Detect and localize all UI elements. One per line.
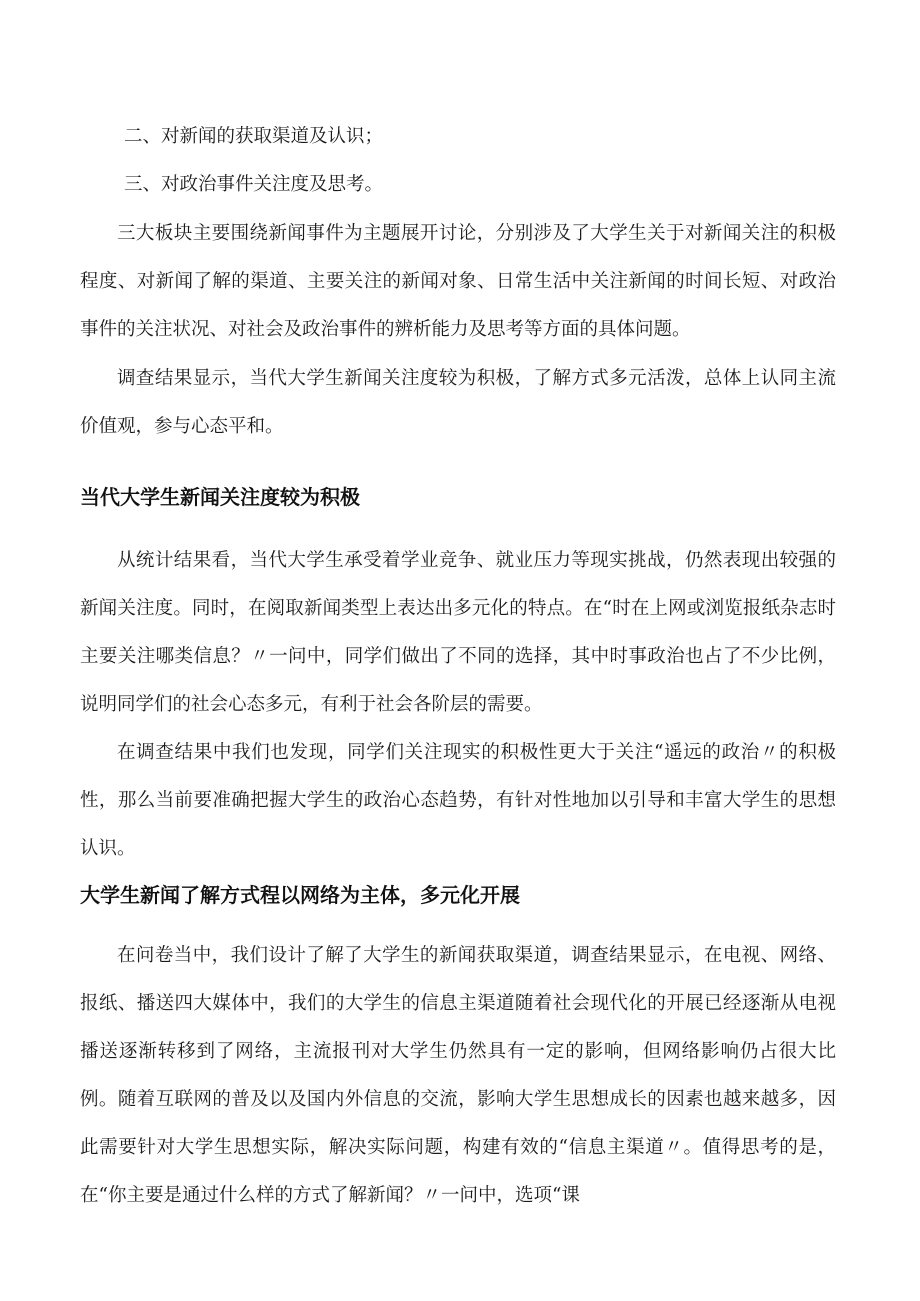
- section-heading-channels: 大学生新闻了解方式程以网络为主体，多元化开展: [80, 883, 520, 907]
- paragraph-findings: 在调查结果中我们也发现，同学们关注现实的积极性更大于关注“遥远的政治〃的积极性，那么当前要准确把握大学生的政治心态趋势，有针对性地加以引导和丰富大学生的思想认识。: [80, 742, 836, 859]
- paragraph-survey-result: 调查结果显示，当代大学生新闻关注度较为积极，了解方式多元活泼，总体上认同主流价值观，参与心态平和。: [80, 368, 836, 437]
- list-item-news-channels: 二、对新闻的获取渠道及认识；: [124, 126, 384, 147]
- list-item-political-attention: 三、对政治事件关注度及思考。: [124, 174, 384, 195]
- paragraph-three-sections: 三大板块主要围绕新闻事件为主题展开讨论，分别涉及了大学生关于对新闻关注的积极程度、对新闻了解的渠道、主要关注的新闻对象、日常生活中关注新闻的时间长短、对政治事件的关注状况、对社会及政治事件的辨析能力及思考等方面的具体问题。: [80, 223, 836, 340]
- paragraph-questionnaire: 在问卷当中，我们设计了解了大学生的新闻获取渠道，调查结果显示，在电视、网络、报纸、播送四大媒体中，我们的大学生的信息主渠道随着社会现代化的开展已经逐渐从电视播送逐渐转移到了网络，主流报刊对大学生仍然具有一定的影响，但网络影响仍占很大比例。随着互联网的普及以及国内外信息的交流，影响大学生思想成长的因素也越来越多，因此需要针对大学生思想实际，解决实际问题，构建有效的“信息主渠道〃。值得思考的是，在“你主要是通过什么样的方式了解新闻？〃一问中，选项“课: [80, 945, 836, 1206]
- section-heading-attention: 当代大学生新闻关注度较为积极: [80, 485, 360, 509]
- paragraph-statistics: 从统计结果看，当代大学生承受着学业竞争、就业压力等现实挑战，仍然表现出较强的新闻关注度。同时，在阅取新闻类型上表达出多元化的特点。在“时在上网或浏览报纸杂志时主要关注哪类信息？〃一问中，同学们做出了不同的选择，其中时事政治也占了不少比例，说明同学们的社会心态多元，有利于社会各阶层的需要。: [80, 550, 836, 715]
